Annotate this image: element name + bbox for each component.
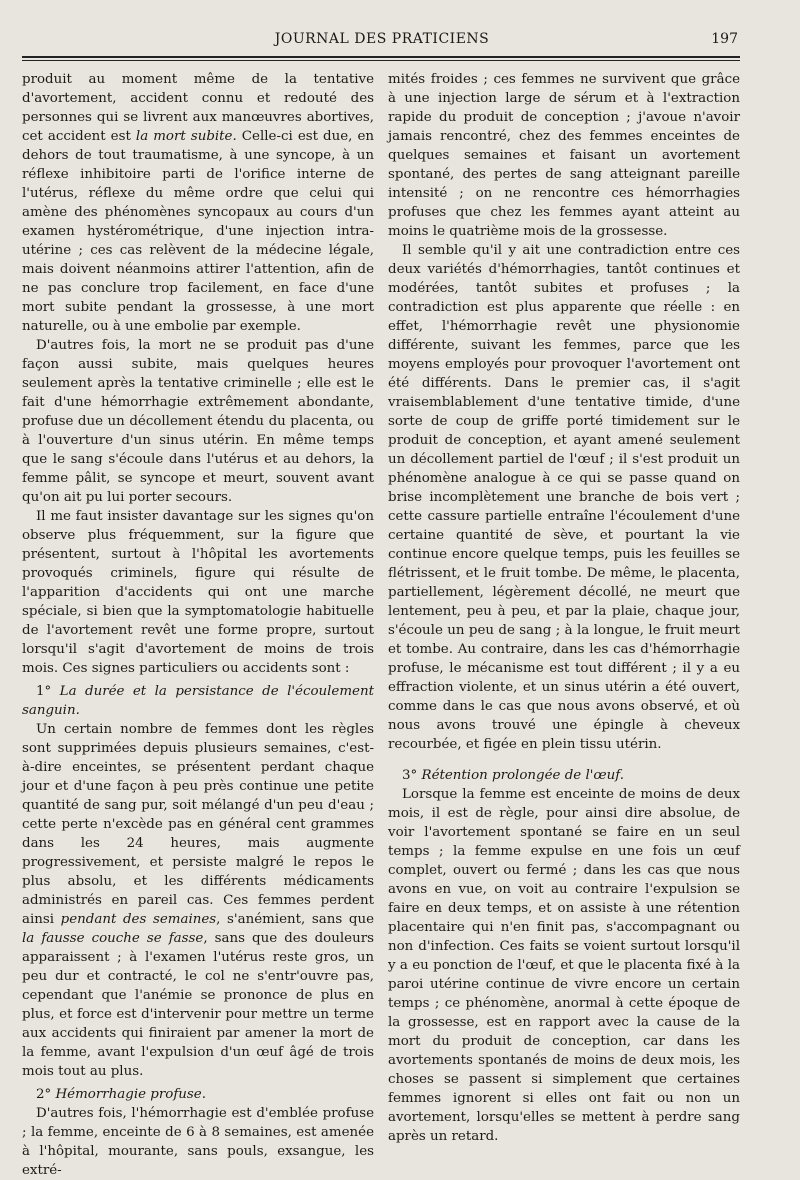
paragraph <box>22 720 374 1081</box>
journal-title: JOURNAL DES PRATICIENS <box>274 31 490 47</box>
paragraph: Il me faut insister davantage sur les signes qu'on observe plus fréquemment, sur la figure que présentent, surtout à l'hôpital les avortements provoqués criminels, figure qui résulte de l'apparition d'accidents qui ont une marche spéciale, si bien que la symptomatologie habituelle de l'avortement revêt une forme propre, surtout lorsqu'il s'agit d'avortement de moins de trois mois. Ces signes particuliers ou accidents sont : <box>22 509 374 676</box>
paragraph: D'autres fois, la mort ne se produit pas d'une façon aussi subite, mais quelques heures seulement après la tentative criminelle ; elle est le fait d'une hémorrhagie extrêmement abondante, profuse due un décollement étendu du placenta, ou à l'ouverture d'un sinus utérin. En même temps que le sang s'écoule dans l'utérus et au dehors, la femme pâlit, se syncope et meurt, souvent avant qu'on ait pu lui porter secours. <box>22 338 374 505</box>
section-number: 1° <box>36 684 52 699</box>
section-title: La durée et la persistance de l'écoulement sanguin. <box>22 684 374 718</box>
paragraph-text: Un certain nombre de femmes dont les règles sont supprimées depuis plusieurs semaines, c'est-à-dire enceintes, se présentent perdant chaque jour et d'une façon à peu près continue une petite quantité de sang pur, soit mélangé d'un peu d'eau ; cette perte n'excède pas en général cent grammes dans les 24 heures, mais augmente progressivement, et persiste malgré le repos le plus absolu, et les différents médicaments administrés en pareil cas. Ces femmes perdent ainsi <box>22 722 374 927</box>
paragraph <box>22 70 374 336</box>
section-heading-2 <box>22 1085 374 1104</box>
emphasis-text: pendant des semaines <box>60 912 217 927</box>
header-rule-thick <box>22 56 740 58</box>
page-header <box>22 31 742 53</box>
section-title: Rétention prolongée de l'œuf. <box>421 768 625 783</box>
paragraph-text: Celle-ci est due, en dehors de tout traumatisme, à une syncope, à un réflexe inhibitoire parti de l'orifice interne de l'utérus, réflexe du même ordre que celui qui amène des phénomènes syncopaux au cours d'un examen hystérométrique, d'une injection intra-utérine ; ces cas relèvent de la médecine légale, mais doivent néanmoins attirer l'attention, afin de ne pas conclure trop facilement, en face d'une mort subite pendant la grossesse, à une mort naturelle, ou à une embolie par exemple. <box>22 129 375 334</box>
section-heading-1 <box>22 682 374 720</box>
header-rule-thin <box>22 60 740 61</box>
section-number: 3° <box>402 768 418 783</box>
emphasis-text: la mort subite. <box>135 129 237 144</box>
paragraph: Lorsque la femme est enceinte de moins de deux mois, il est de règle, pour ainsi dire absolue, de voir l'avortement spontané se faire en un seul temps ; la femme expulse en une fois un œuf complet, ouvert ou fermé ; dans les cas que nous avons en vue, on voit au contraire l'expulsion se faire en deux temps, et on assiste à une rétention placentaire qui n'en finit pas, s'accompagnant ou non d'infection. Ces faits se voient surtout lorsqu'il y a eu ponction de l'œuf, et que le placenta fixé à la paroi utérine continue de vivre encore un certain temps ; ce phénomène, anormal à cette époque de la grossesse, est en rapport avec la cause de la mort du produit de conception, car dans les avortements spontanés de moins de deux mois, les choses se passent si simplement que certaines femmes ignorent si elles ont fait ou non un avortement, lorsqu'elles se mettent à perdre sang après un retard. <box>388 787 740 1144</box>
page-number: 197 <box>711 31 738 47</box>
paragraph-text: , sans que des douleurs apparaissent ; à l'examen l'utérus reste gros, un peu dur et contracté, le col ne s'entr'ouvre pas, cependant que l'anémie se prononce de plus en plus, et force est d'intervenir pour mettre un terme aux accidents qui finiraient par amener la mort de la femme, avant l'expulsion d'un œuf âgé de trois mois tout au plus. <box>22 931 374 1079</box>
emphasis-text: la fausse couche se fasse <box>22 931 204 946</box>
section-number: 2° <box>36 1087 52 1102</box>
right-column <box>388 70 740 1146</box>
paragraph: Il semble qu'il y ait une contradiction entre ces deux variétés d'hémorrhagies, tantôt continues et modérées, tantôt subites et profuses ; la contradiction est plus apparente que réelle : en effet, l'hémorrhagie revêt une physionomie différente, suivant les femmes, parce que les moyens employés pour provoquer l'avortement ont été différents. Dans le premier cas, il s'agit vraisemblablement d'une tentative timide, d'une sorte de coup de griffe porté timidement sur le produit de conception, et ayant amené seulement un décollement partiel de l'œuf ; il s'est produit un phénomène analogue à ce qui se passe quand on brise incomplètement une branche de bois vert ; cette cassure partielle entraîne l'écoulement d'une certaine quantité de sève, et pourtant la vie continue encore quelque temps, puis les feuilles se flétrissent, et le fruit tombe. De même, le placenta, partiellement, légèrement décollé, ne meurt que lentement, peu à peu, et par la plaie, chaque jour, s'écoule un peu de sang ; à la longue, le fruit meurt et tombe. Au contraire, dans les cas d'hémorrhagie profuse, le mécanisme est tout différent ; il y a eu effraction violente, et un sinus utérin a été ouvert, comme dans le cas que nous avons observé, et où nous avons trouvé une épingle à cheveux recourbée, et figée en plein tissu utérin. <box>388 243 740 752</box>
paragraph-text: , s'anémient, sans que <box>216 912 374 927</box>
section-title: Hémorrhagie profuse. <box>55 1087 206 1102</box>
left-column <box>22 70 374 1180</box>
paragraph: mités froides ; ces femmes ne survivent que grâce à une injection large de sérum et à l'extraction rapide du produit de conception ; j'avoue n'avoir jamais rencontré, chez des femmes enceintes de quelques semaines et faisant un avortement spontané, des pertes de sang atteignant pareille intensité ; on ne rencontre ces hémorrhagies profuses que chez les femmes ayant atteint au moins le quatrième mois de la grossesse. <box>388 72 740 239</box>
section-heading-3 <box>388 766 740 785</box>
paragraph: D'autres fois, l'hémorrhagie est d'emblée profuse ; la femme, enceinte de 6 à 8 semaines, est amenée à l'hôpital, mourante, sans pouls, exsangue, les extré- <box>22 1106 374 1178</box>
paragraph-text: produit au moment même de la tentative d'avortement, accident connu et redouté des personnes qui se livrent aux manœuvres abortives, cet accident est <box>22 72 374 144</box>
